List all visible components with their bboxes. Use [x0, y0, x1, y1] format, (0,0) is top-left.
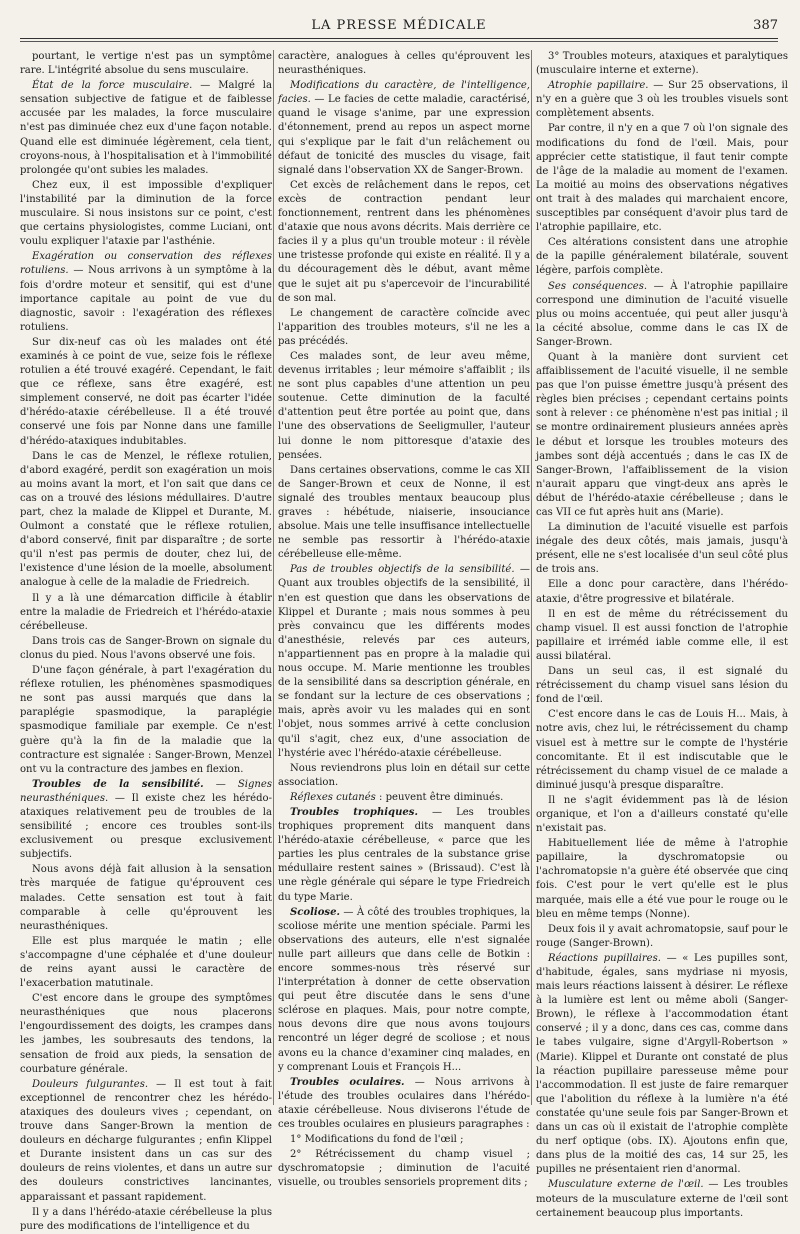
paragraph-text: Cet excès de relâchement dans le repos, cet excès de contraction pendant leur fonctionnement, rentrent dans les phénomènes d'ataxie que nous avons décrits. Mais derrière ce facies il y a plus qu'un trouble moteur : il révèle une tristesse profonde qui existe en réalité. Il y a du découragement dès le début, avant même que le sujet ait pu s'apercevoir de l'incurabilité de son mal. — [278, 179, 530, 304]
paragraph — [536, 837, 788, 922]
paragraph-text: — Malgré la sensation subjective de fatigue et de faiblesse accusée par les malades, la force musculaire n'est pas diminuée chez eux d'une façon notable. Quand elle est diminuée légèrement, cela tient, croyons-nous, à l'hospitalisation et à l'immobilité prolongée qu'ont subies les malades. — [20, 80, 272, 176]
column-divider — [531, 50, 532, 1105]
paragraph — [278, 179, 530, 306]
paragraph-text: C'est encore dans le cas de Louis H... Mais, à notre avis, chez lui, le rétrécissement du champ visuel est à mettre sur le compte de l'hystérie concomitante. Et il est indiscutable que le rétrécissement du champ visuel de ce malade a diminué jusqu'à presque disparaître. — [536, 709, 788, 791]
paragraph — [20, 1206, 272, 1234]
paragraph — [536, 521, 788, 577]
section-heading: Pas de troubles objectifs de la sensibilité. — [290, 564, 515, 576]
paragraph — [536, 952, 788, 1178]
paragraph — [278, 762, 530, 790]
paragraph-text: Dans trois cas de Sanger-Brown on signale du clonus du pied. Nous l'avons observé une fois. — [20, 635, 272, 661]
paragraph — [20, 992, 272, 1077]
paragraph-text: 2° Rétrécissement du champ visuel ; dyschromatopsie ; diminution de l'acuité visuelle, ou troubles sensoriels proprement dits ; — [278, 1149, 530, 1189]
paragraph-text: Elle est plus marquée le matin ; elle s'accompagne d'une céphalée et d'une douleur de reins ayant aussi le caractère de l'exacerbation matutinale. — [20, 935, 272, 990]
section-heading: — Signes neurasthéniques. — [20, 778, 272, 804]
paragraph-text: C'est encore dans le groupe des symptômes neurasthéniques que nous placerons l'engourdissement des doigts, les crampes dans les jambes, les soubresauts des tendons, la sensation de froid aux pieds, la sensation de courbature générale. — [20, 993, 272, 1075]
paragraph — [20, 592, 272, 634]
paragraph-text: Nous avons déjà fait allusion à la sensation très marquée de fatigue qu'éprouvent ces malades. Cette sensation est tout à fait comparable à celle qu'éprouvent les neurasthéniques. — [20, 864, 272, 932]
paragraph-text: caractère, analogues à celles qu'éprouvent les neurasthéniques. — [278, 51, 530, 77]
paragraph-text: — Nous arrivons à un symptôme à la fois d'ordre moteur et sensitif, qui est d'une importance capitale au point de vue du diagnostic, savoir : l'exagération des réflexes rotuliens. — [20, 265, 272, 333]
paragraph-text: Il y a là une démarcation difficile à établir entre la maladie de Friedreich et l'hérédo-ataxie cérébelleuse. — [20, 592, 272, 632]
paragraph-text: Ces altérations consistent dans une atrophie de la papille généralement bilatérale, souvent légère, parfois complète. — [536, 237, 788, 277]
section-heading: Ses conséquences. — [548, 280, 648, 292]
paragraph-text: — Les troubles trophiques proprement dits manquent dans l'hérédo-ataxie cérébelleuse, « parce que les parties les plus centrales de la substance grise médullaire restent saines » (Brissaud). C'est là une règle générale qui sépare le type Friedreich du type Marie. — [278, 806, 530, 903]
paragraph — [536, 708, 788, 793]
paragraph — [278, 350, 530, 463]
paragraph-text: — Il existe chez les hérédo-ataxiques relativement peu de troubles de la sensibilité ; encore ces troubles sont-ils exclusivement ou presque exclusivement subjectifs. — [20, 792, 272, 861]
paragraph — [278, 464, 530, 563]
section-heading: Troubles oculaires. — [290, 1076, 405, 1088]
paragraph — [20, 1078, 272, 1205]
paragraph-text: Chez eux, il est impossible d'expliquer l'instabilité par la diminution de la force musculaire. Si nous insistons sur ce point, c'est que certains physiologistes, comme Luciani, ont voulu expliquer l'ataxie par l'asthénie. — [20, 179, 272, 248]
section-heading: État de la force musculaire. — [32, 80, 193, 92]
paragraph-text: Il y a dans l'hérédo-ataxie cérébelleuse la plus pure des modifications de l'intelligence et du — [20, 1206, 272, 1232]
paragraph-text: Ces malades sont, de leur aveu même, devenus irritables ; leur mémoire s'affaiblit ; ils ne sont plus capables d'une attention un peu soutenue. Cette diminution de la faculté d'attention peut être portée au point que, dans l'une des observations de Seeligmuller, l'auteur lui donne le nom pittoresque d'ataxie des pensées. — [278, 350, 530, 461]
paragraph-text: Il en est de même du rétrécissement du champ visuel. Il est aussi fonction de l'atrophie papillaire et irréméd iable comme elle, il est aussi bilatéral. — [536, 608, 788, 662]
paragraph — [536, 122, 788, 235]
paragraph — [20, 778, 272, 863]
column-right — [536, 50, 788, 1219]
section-heading: Réflexes cutanés — [290, 791, 376, 803]
paragraph — [278, 906, 530, 1075]
paragraph-text: — Quant aux troubles objectifs de la sensibilité, il n'en est question que dans les observations de Klippel et Durante ; mais nous sommes à peu près convaincu que les différents modes d'anesthésie, relevés par ces auteurs, n'appartiennent pas en propre à la maladie qui nous occupe. M. Marie mentionne les troubles de la sensibilité dans sa description générale, en se fondant sur la lecture de ces observations ; mais, après avoir vu les malades qui en sont l'objet, nous sommes arrivé à cette conclusion qu'il s'agit, chez eux, d'une association de l'hystérie avec l'hérédo-ataxie cérébelleuse. — [278, 564, 530, 759]
paragraph — [536, 280, 788, 350]
paragraph — [20, 179, 272, 249]
paragraph — [20, 50, 272, 78]
paragraph-text: — Les troubles moteurs de la musculature externe de l'œil sont certainement beaucoup plus importants. — [536, 1179, 788, 1219]
paragraph-text: Habituellement liée de même à l'atrophie papillaire, la dyschromatopsie ou l'achromatopsie n'a guère été observée que cinq fois. C'est pour le vert qu'elle est le plus marquée, mais elle a été vue pour le rouge ou le bleu en même temps (Nonne). — [536, 838, 788, 920]
paragraph-text: 1° Modifications du fond de l'œil ; — [290, 1134, 464, 1146]
paragraph — [20, 863, 272, 933]
section-heading: Exagération ou conservation des réflexes rotuliens. — [20, 251, 272, 277]
section-heading: Troubles trophiques. — [290, 806, 418, 818]
paragraph — [278, 791, 530, 805]
paragraph-text: — À côté des troubles trophiques, la scoliose mérite une mention spéciale. Parmi les observations des auteurs, elle n'est signalée nulle part ailleurs que dans celle de Botkin : encore sommes-nous très réservé sur l'interprétation à donner de cette observation qui peut être discutée dans le sens d'une sclérose en plaques. Mais, pour notre compte, nous devons dire que nous avons toujours rencontré un léger degré de scoliose ; et nous avons eu la chance d'examiner cinq malades, en y comprenant Louis et François H... — [278, 906, 530, 1073]
column-middle — [278, 50, 530, 1189]
paragraph-text: Par contre, il n'y en a que 7 où l'on signale des modifications du fond de l'œil. Mais, pour apprécier cette statistique, il faut tenir compte de l'âge de la maladie au moment de l'examen. La moitié au moins des observations négatives ont trait à des malades qui marchaient encore, susceptibles par conséquent d'avoir plus tard de l'atrophie papillaire, etc. — [536, 123, 788, 234]
paragraph — [536, 351, 788, 520]
column-divider — [273, 50, 274, 1105]
paragraph-text: Sur dix-neuf cas où les malades ont été examinés à ce point de vue, seize fois le réflexe rotulien a été trouvé exagéré. Cependant, le fait que ce réflexe, sans être exagéré, est simplement conservé, ne doit pas écarter l'idée d'hérédo-ataxie cérébelleuse. Il a été trouvé conservé une fois par Nonne dans une famille d'hérédo-ataxiques indubitables. — [20, 336, 272, 447]
paragraph — [278, 563, 530, 760]
paragraph-text: — « Les pupilles sont, d'habitude, égales, sans mydriase ni myosis, mais leurs réactions laissent à désirer. Le réflexe à la lumière est lent ou même aboli (Sanger-Brown), le réflexe à l'accommodation étant conservé ; il y a donc, dans ces cas, comme dans le tabes vulgaire, signe d'Argyll-Robertson » (Marie). Klippel et Durante ont constaté de plus la réaction pupillaire paresseuse même pour l'accommodation. Il est juste de faire remarquer que l'abolition du réflexe à la lumière n'a été constatée qu'une seule fois par Sanger-Brown et dans un cas où il existait de l'atrophie complète du nerf optique (obs. IX). Ajoutons enfin que, dans plus de la moitié des cas, 14 sur 25, les pupilles ne présentaient rien d'anormal. — [536, 952, 788, 1176]
paragraph-text: Elle a donc pour caractère, dans l'hérédo-ataxie, d'être progressive et bilatérale. — [536, 579, 788, 605]
paragraph — [536, 1178, 788, 1220]
paragraph-text: Dans le cas de Menzel, le réflexe rotulien, d'abord exagéré, perdit son exagération un mois au moins avant la mort, et l'on sait que dans ce cas on a trouvé des lésions médullaires. D'autre part, chez la malade de Klippel et Durante, M. Oulmont a constaté que le réflexe rotulien, d'abord conservé, finit par disparaître ; de sorte qu'il n'est pas permis de douter, chez lui, de l'existence d'une lésion de la moelle, absolument analogue à celle de la maladie de Friedreich. — [20, 450, 272, 589]
paragraph-text: La diminution de l'acuité visuelle est parfois inégale des deux côtés, mais jamais, jusqu'à présent, elle ne s'est localisée d'un seul côté plus de trois ans. — [536, 522, 788, 576]
paragraph-text: Dans certaines observations, comme le cas XII de Sanger-Brown et ceux de Nonne, il est signalé des troubles mentaux beaucoup plus graves : hébétude, niaiserie, insouciance absolue. Mais une telle insuffisance intellectuelle ne semble pas ressortir à l'hérédo-ataxie cérébelleuse elle-même. — [278, 464, 530, 561]
paragraph-text: Il ne s'agit évidemment pas là de lésion organique, et l'on a d'ailleurs constaté qu'elle n'existait pas. — [536, 794, 788, 835]
paragraph — [278, 1133, 530, 1147]
column-left — [20, 50, 272, 1232]
header-rule — [20, 38, 778, 39]
paragraph — [278, 79, 530, 178]
section-heading: Réactions pupillaires. — [548, 952, 661, 964]
paragraph-text: pourtant, le vertige n'est pas un symptôme rare. L'intégrité absolue du sens musculaire. — [20, 51, 272, 77]
paragraph — [278, 1148, 530, 1190]
paragraph-text: Nous reviendrons plus loin en détail sur cette association. — [278, 762, 530, 788]
section-heading: Scoliose. — [290, 906, 340, 918]
running-title: LA PRESSE MÉDICALE — [311, 18, 487, 33]
paragraph — [536, 923, 788, 951]
paragraph — [536, 794, 788, 836]
paragraph — [20, 250, 272, 335]
paragraph-text: — À l'atrophie papillaire correspond une diminution de l'acuité visuelle plus ou moins accentuée, qui peut aller jusqu'à la cécité absolue, comme dans le cas IX de Sanger-Brown. — [536, 280, 788, 348]
paragraph-text: : peuvent être diminués. — [375, 791, 504, 803]
paragraph — [278, 1076, 530, 1132]
paragraph — [20, 935, 272, 991]
paragraph — [536, 236, 788, 278]
paragraph-text: — Sur 25 observations, il n'y en a guère que 3 où les troubles visuels sont complètement absents. — [536, 80, 788, 120]
paragraph — [278, 307, 530, 349]
section-heading: Douleurs fulgurantes. — [32, 1078, 149, 1090]
paragraph — [20, 635, 272, 663]
page-header — [20, 18, 778, 38]
paragraph — [20, 336, 272, 449]
header-rule-thin — [20, 41, 778, 42]
paragraph-text: 3° Troubles moteurs, ataxiques et paralytiques (musculaire interne et externe). — [536, 51, 788, 77]
paragraph — [20, 79, 272, 178]
paragraph-text: Deux fois il y avait achromatopsie, sauf pour le rouge (Sanger-Brown). — [536, 923, 788, 949]
section-heading: Atrophie papillaire. — [548, 80, 649, 92]
paragraph-text: Quant à la manière dont survient cet affaiblissement de l'acuité visuelle, il ne semble pas que l'on puisse émettre jusqu'à présent des règles bien précises ; cependant certains points sont à relever : ce phénomène n'est pas initial ; il se montre ordinairement plusieurs années après le début et lorsque les troubles moteurs des jambes sont déjà accentués ; dans le cas IX de Sanger-Brown, l'affaiblissement de la vision n'aurait apparu que vingt-deux ans après le début de l'hérédo-ataxie cérébelleuse ; dans le cas VII ce fut après huit ans (Marie). — [536, 351, 788, 518]
paragraph-text: — Il est tout à fait exceptionnel de rencontrer chez les hérédo-ataxiques des douleurs vives ; cependant, on trouve dans Sanger-Brown la mention de douleurs en décharge fulgurantes ; enfin Klippel et Durante insistent dans un cas sur des douleurs de reins violentes, et dans un autre sur des douleurs constrictives lancinantes, apparaissant et passant rapidement. — [20, 1078, 272, 1203]
paragraph — [536, 608, 788, 664]
paragraph-text: Dans un seul cas, il est signalé du rétrécissement du champ visuel sans lésion du fond de l'œil. — [536, 666, 788, 706]
section-heading: Modifications du caractère, de l'intelligence, facies. — [278, 80, 530, 106]
paragraph-text: Le changement de caractère coïncide avec l'apparition des troubles moteurs, s'il ne les a pas précédés. — [278, 307, 530, 347]
paragraph — [536, 578, 788, 606]
paragraph-text: D'une façon générale, à part l'exagération du réflexe rotulien, les phénomènes spasmodiques ne sont pas aussi marqués que dans la paraplégie spasmodique, la paraplégie spasmodique familiale par exemple. Ce n'est guère qu'à la fin de la maladie que la contracture est signalée : Sanger-Brown, Menzel ont vu la contracture des jambes en flexion. — [20, 665, 272, 775]
page-number: 387 — [753, 18, 778, 33]
section-heading: Troubles de la sensibilité. — [32, 778, 204, 790]
paragraph — [536, 50, 788, 78]
paragraph — [20, 450, 272, 591]
paragraph — [278, 806, 530, 905]
paragraph — [536, 665, 788, 707]
paragraph — [536, 79, 788, 121]
paragraph — [278, 50, 530, 78]
paragraph — [20, 664, 272, 777]
paragraph-text: — Le facies de cette maladie, caractérisé, quand le visage s'anime, par une expression d'étonnement, prend au repos un aspect morne qui s'explique par le fait d'un relâchement ou défaut de tonicité des muscles du visage, fait signalé dans l'observation XX de Sanger-Brown. — [278, 94, 530, 176]
section-heading: Musculature externe de l'œil. — [548, 1179, 704, 1191]
paragraph-text: — Nous arrivons à l'étude des troubles oculaires dans l'hérédo-ataxie cérébelleuse. Nous diviserons l'étude de ces troubles oculaires en plusieurs paragraphes : — [278, 1076, 530, 1131]
